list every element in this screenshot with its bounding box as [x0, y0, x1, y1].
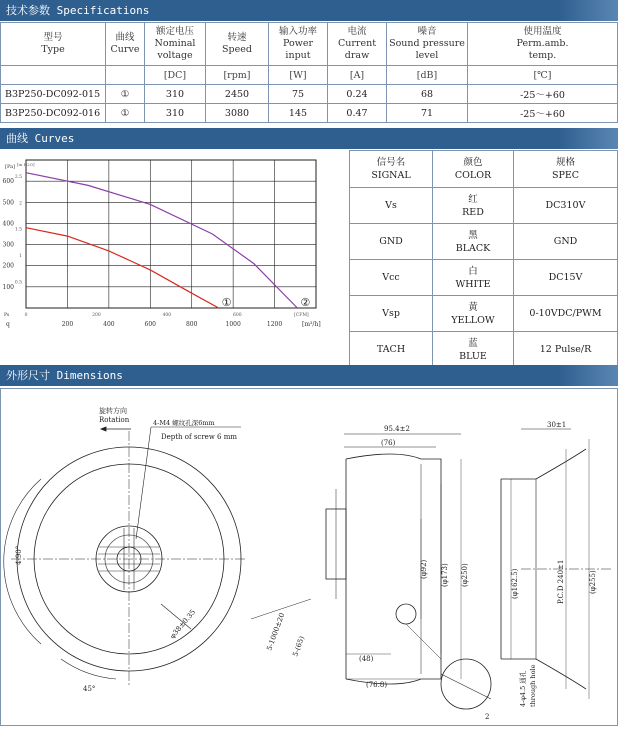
th-curve: 曲线 Curve	[106, 23, 145, 66]
series-label-2: ②	[300, 296, 311, 309]
right-labels	[511, 421, 597, 707]
dimensions-drawing-box	[0, 388, 618, 726]
screw-label-zh: 4-M4 螺纹孔深6mm	[153, 419, 215, 427]
speed-cell: 3080	[206, 104, 269, 123]
side-labels	[265, 425, 489, 721]
x-tick-label: 200	[61, 321, 74, 328]
unit-cell: [A]	[328, 66, 387, 85]
spec-cell: DC310V	[514, 188, 618, 224]
y-alt-tick-label: 2	[19, 201, 22, 207]
dim-250-label: (φ250)	[461, 563, 469, 587]
unit-cell: [rpm]	[206, 66, 269, 85]
chart-grid	[26, 160, 316, 308]
dim-30-label: 30±1	[547, 421, 567, 429]
x-alt-tick-label: 0	[24, 313, 28, 318]
spec-header-row	[1, 23, 618, 66]
th-speed: 转速 Speed	[206, 23, 269, 66]
series-line-2	[26, 173, 297, 308]
th-current: 电流 Current draw	[328, 23, 387, 66]
unit-cell: [DC]	[145, 66, 206, 85]
section-header-specifications: 技术参数 Specifications	[0, 0, 618, 21]
dim-76-label: (76)	[381, 439, 396, 447]
detail-zoom-circle	[441, 659, 491, 709]
x-tick-label: 1000	[225, 321, 241, 328]
plot-frame	[26, 160, 316, 308]
chart-labels	[3, 162, 321, 328]
curves-chart-container	[0, 150, 346, 336]
th-type: 型号 Type	[1, 23, 106, 66]
power-cell: 145	[269, 104, 328, 123]
x-axis-label-alt: [CFM]	[294, 313, 309, 318]
th-signal: 信号名 SIGNAL	[350, 151, 433, 188]
holes-label-en: through hole	[529, 664, 537, 707]
y-tick-label: 100	[2, 283, 14, 291]
cable2-label: 5-(65)	[291, 635, 307, 658]
section-header-dimensions: 外形尺寸 Dimensions	[0, 365, 618, 386]
detail-zoom-line	[441, 674, 491, 699]
y-axis-label: [Pa]	[5, 164, 16, 170]
y-tick-label: 200	[2, 262, 14, 270]
rotation-label-zh: 旋转方向	[99, 407, 127, 415]
unit-cell: [dB]	[387, 66, 468, 85]
color-cell: 黄 YELLOW	[433, 296, 514, 332]
angle-45-label: 45°	[83, 685, 96, 693]
spec-cell: 0-10VDC/PWM	[514, 296, 618, 332]
signal-cell: GND	[350, 224, 433, 260]
signal-cell: TACH	[350, 332, 433, 368]
front-view	[4, 427, 247, 687]
rotation-label-en: Rotation	[99, 416, 130, 424]
dim-92-label: (φ92)	[420, 559, 428, 579]
x-alt-tick-label: 400	[162, 313, 172, 318]
signal-row-vsp	[350, 296, 618, 332]
signal-row-vs	[350, 188, 618, 224]
dim-2-label: 2	[485, 713, 490, 721]
dim-pcd-label: P.C.D 240±1	[557, 559, 565, 604]
spec-cell: DC15V	[514, 260, 618, 296]
y-prefix-label: Ps	[4, 313, 10, 318]
screw-label-en: Depth of screw 6 mm	[161, 433, 237, 441]
signal-row-tach	[350, 332, 618, 368]
current-cell: 0.47	[328, 104, 387, 123]
spec-row-016	[1, 104, 618, 123]
th-temp: 使用温度 Perm.amb. temp.	[468, 23, 618, 66]
dim-768-label: (76.8)	[366, 681, 388, 689]
side-detail-leader	[406, 624, 441, 659]
angle-4x90-label: 4-90°	[15, 545, 23, 565]
y-tick-label: 500	[2, 199, 14, 207]
series-line-1	[26, 228, 219, 308]
front-labels	[15, 406, 237, 693]
x-tick-label: 1200	[266, 321, 283, 328]
unit-cell: [W]	[269, 66, 328, 85]
curve-cell: ①	[106, 85, 145, 104]
th-color: 颜色 COLOR	[433, 151, 514, 188]
color-cell: 蓝 BLUE	[433, 332, 514, 368]
spec-cell: GND	[514, 224, 618, 260]
specifications-table	[0, 22, 618, 123]
signal-cell: Vsp	[350, 296, 433, 332]
unit-cell	[106, 66, 145, 85]
spec-row-015	[1, 85, 618, 104]
color-cell: 白 WHITE	[433, 260, 514, 296]
dim-1625-label: (φ162.5)	[511, 568, 519, 599]
power-cell: 75	[269, 85, 328, 104]
x-prefix-label: q	[6, 321, 10, 328]
voltage-cell: 310	[145, 104, 206, 123]
spec-cell: 12 Pulse/R	[514, 332, 618, 368]
signal-table	[349, 150, 618, 368]
signal-cell: Vcc	[350, 260, 433, 296]
th-spec: 规格 SPEC	[514, 151, 618, 188]
y-tick-label: 600	[2, 178, 14, 186]
y-alt-tick-label: 0.5	[14, 280, 22, 286]
x-alt-tick-label: 600	[232, 313, 242, 318]
y-alt-tick-label: 1	[19, 254, 22, 260]
unit-cell	[1, 66, 106, 85]
section-header-curves: 曲线 Curves	[0, 128, 618, 149]
x-tick-label: 800	[185, 321, 198, 328]
color-cell: 黑 BLACK	[433, 224, 514, 260]
dim-173-label: (φ173)	[441, 563, 449, 587]
sound-cell: 71	[387, 104, 468, 123]
speed-cell: 2450	[206, 85, 269, 104]
rotation-arrow-head-icon	[101, 427, 106, 431]
signal-cell: Vs	[350, 188, 433, 224]
color-cell: 红 RED	[433, 188, 514, 224]
fan-curve-chart	[0, 150, 346, 336]
unit-cell: [℃]	[468, 66, 618, 85]
x-tick-label: 600	[144, 321, 157, 328]
y-tick-label: 300	[2, 241, 14, 249]
series-label-1: ①	[221, 296, 232, 309]
dim-48-label: (48)	[359, 655, 374, 663]
temp-cell: -25～+60	[468, 104, 618, 123]
current-cell: 0.24	[328, 85, 387, 104]
dim-95-label: 95.4±2	[384, 425, 410, 433]
chart-series	[26, 173, 297, 308]
voltage-cell: 310	[145, 85, 206, 104]
cable-label: 5-1000±20	[265, 611, 287, 652]
model-cell: B3P250-DC092-015	[1, 85, 106, 104]
dimensions-drawing	[1, 389, 617, 725]
y-tick-label: 400	[2, 220, 14, 228]
signal-header-row	[350, 151, 618, 188]
y-alt-tick-label: 2.5	[14, 174, 22, 180]
x-tick-label: 400	[103, 321, 115, 328]
th-sound: 噪音 Sound pressure level	[387, 23, 468, 66]
side-detail-circle	[396, 604, 416, 624]
th-power: 输入功率 Power input	[269, 23, 328, 66]
spec-units-row	[1, 66, 618, 85]
th-voltage: 额定电压 Nominal voltage	[145, 23, 206, 66]
x-alt-tick-label: 200	[92, 313, 101, 318]
y-alt-tick-label: 1.5	[14, 227, 22, 233]
curve-cell: ①	[106, 104, 145, 123]
signal-row-gnd	[350, 224, 618, 260]
x-axis-label: [m³/h]	[302, 321, 321, 328]
signal-row-vcc	[350, 260, 618, 296]
temp-cell: -25～+60	[468, 85, 618, 104]
dim-255-label: (φ255)	[589, 570, 597, 594]
screw-leader-2	[136, 427, 151, 539]
holes-label-zh: 4-φ4.5 通孔	[519, 670, 527, 707]
bolt-circle-label: φ38±0.35	[168, 608, 198, 641]
model-cell: B3P250-DC092-016	[1, 104, 106, 123]
right-view	[501, 429, 611, 699]
y-axis-label-alt: [in H2O]	[17, 162, 35, 167]
sound-cell: 68	[387, 85, 468, 104]
side-view	[251, 434, 491, 709]
